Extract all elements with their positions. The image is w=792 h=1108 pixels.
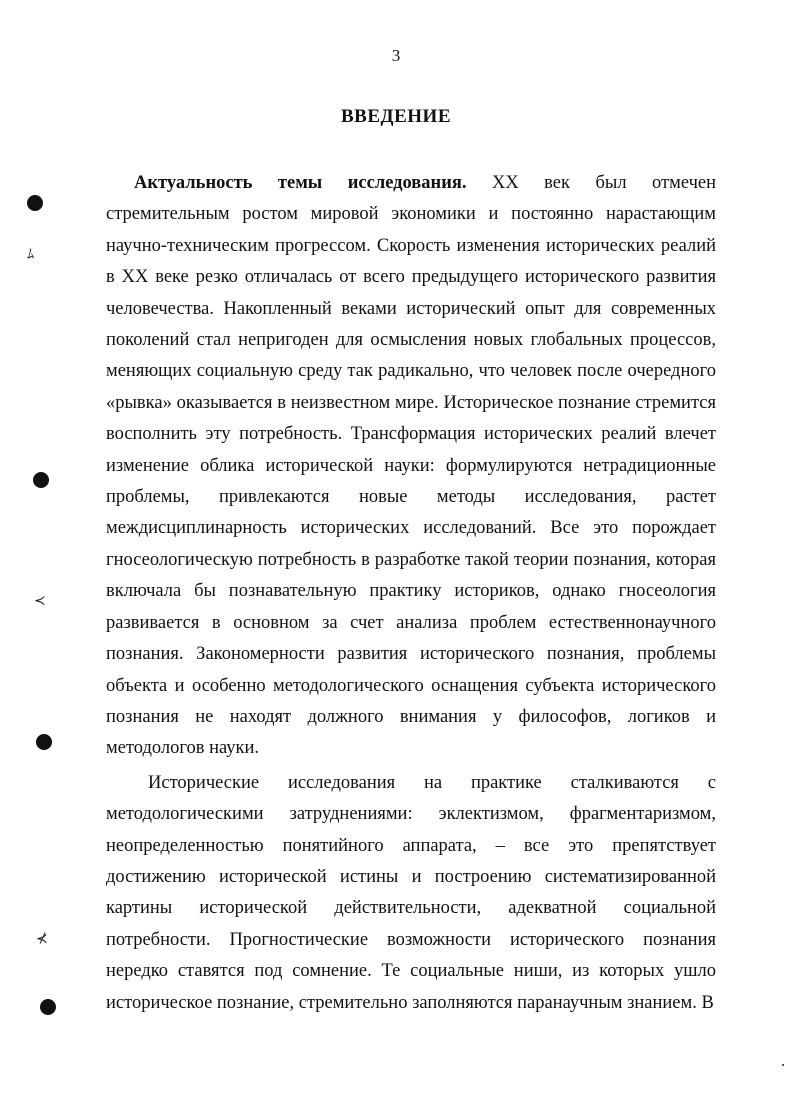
margin-mark-icon: ﾑ bbox=[27, 247, 34, 263]
chapter-title: ВВЕДЕНИЕ bbox=[341, 106, 451, 127]
binding-hole-1 bbox=[27, 195, 43, 211]
margin-mark-icon: ⊀ bbox=[36, 931, 48, 947]
binding-hole-2 bbox=[33, 472, 49, 488]
paragraph-1 bbox=[106, 168, 716, 765]
page-number: 3 bbox=[391, 46, 401, 65]
paragraph-2-text: Исторические исследования на практике сталкиваются с методологическими затруднениями: эклектизмом, фрагментаризмом, неопределенностью понятийного аппарата, – все это препятствует достижению исторической истины и построению систематизированной картины исторической действительности, адекватной социальной потребности. Прогностические возможности исторического познания нередко ставятся под сомнение. Те социальные ниши, из которых ушло историческое познание, стремительно заполняются паранаучным знанием. В bbox=[106, 772, 716, 1013]
binding-hole-4 bbox=[40, 999, 56, 1015]
paragraph-1-text: XX век был отмечен стремительным ростом мировой экономики и постоянно нарастающим научно-техническим прогрессом. Скорость изменения исторических реалий в XX веке резко отличалась от всего предыдущего исторического развития человечества. Накопленный веками исторический опыт для современных поколений стал непригоден для осмысления новых глобальных процессов, меняющих социальную среду так радикально, что человек после очередного «рывка» оказывается в неизвестном мире. Историческое познание стремится восполнить эту потребность. Трансформация исторических реалий влечет изменение облика исторической науки: формулируются нетрадиционные проблемы, привлекаются новые методы исследования, растет междисциплинарность исторических исследований. Все это порождает гносеологическую потребность в разработке такой теории познания, которая включала бы познавательную практику историков, однако гносеология развивается в основном за счет анализа проблем естественнонаучного познания. Закономерности развития исторического познания, проблемы объекта и особенно методологического оснащения субъекта исторического познания не находят должного внимания у философов, логиков и методологов науки. bbox=[106, 173, 716, 759]
scan-speck bbox=[782, 1064, 784, 1066]
body-text bbox=[106, 168, 716, 1019]
margin-mark-icon: ≺ bbox=[34, 593, 46, 609]
paragraph-lead: Актуальность темы исследования. bbox=[134, 173, 467, 193]
paragraph-2 bbox=[106, 768, 716, 1019]
binding-hole-3 bbox=[36, 734, 52, 750]
